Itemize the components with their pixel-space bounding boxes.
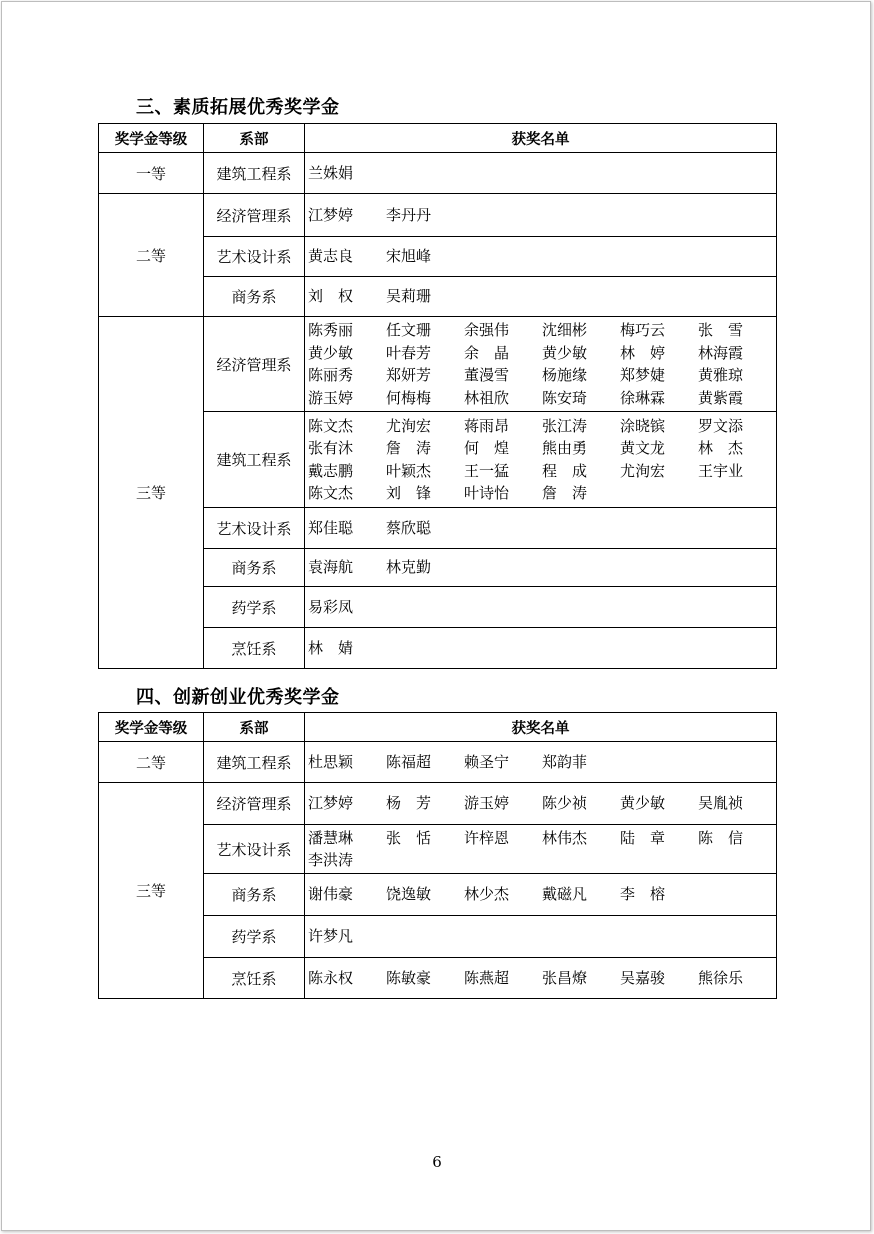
header-names: 获奖名单: [305, 713, 777, 742]
department: 商务系: [204, 549, 305, 587]
winner-name: 黄少敏: [308, 343, 354, 362]
name-grid: [308, 245, 772, 268]
name-grid: [308, 967, 772, 990]
winner-name: 许梦凡: [308, 927, 354, 946]
winner-name: 尤洵宏: [620, 461, 666, 480]
winner-name: 林克勤: [386, 558, 432, 577]
section-title-quality: 三、素质拓展优秀奖学金: [136, 97, 340, 118]
name-grid: [308, 285, 772, 308]
name-grid: [308, 883, 772, 906]
department: 经济管理系: [204, 194, 305, 237]
winner-name: 任文珊: [386, 321, 432, 339]
winner-name: 易彩凤: [308, 597, 354, 616]
winner-name: 黄雅琼: [698, 366, 744, 384]
winner-list: [305, 412, 777, 508]
name-grid: [308, 596, 772, 619]
winner-name: 陈 信: [698, 828, 744, 847]
department: 药学系: [204, 916, 305, 958]
winner-name: 叶诗怡: [464, 484, 510, 502]
winner-name: 郑韵菲: [542, 752, 588, 771]
table-row: [99, 742, 777, 783]
winner-name: 许梓恩: [464, 828, 510, 847]
section-title-innovation: 四、创新创业优秀奖学金: [136, 687, 340, 708]
winner-name: 张 雪: [698, 321, 744, 339]
name-grid: [308, 556, 772, 579]
department: 艺术设计系: [204, 825, 305, 874]
winner-name: 戴磁凡: [542, 885, 588, 904]
winner-name: 吴嘉骏: [620, 968, 666, 987]
winner-name: 陈文杰: [308, 484, 354, 502]
department: 经济管理系: [204, 783, 305, 825]
department: 烹饪系: [204, 628, 305, 669]
header-dept: 系部: [204, 713, 305, 742]
winner-list: [305, 628, 777, 669]
table-row: [99, 153, 777, 194]
winner-list: [305, 549, 777, 587]
name-grid: [308, 827, 772, 872]
winner-name: 梅巧云: [620, 321, 666, 339]
winner-name: 黄文龙: [620, 439, 666, 457]
winner-name: 江梦婷: [308, 794, 354, 813]
winner-name: 游玉婷: [308, 388, 354, 407]
winner-name: 陈文杰: [308, 416, 354, 435]
winner-name: 余强伟: [464, 321, 510, 339]
name-grid: [308, 162, 772, 185]
name-grid: [308, 925, 772, 948]
winner-list: [305, 277, 777, 317]
department: 药学系: [204, 587, 305, 628]
table-quality-scholarship: [98, 123, 777, 669]
department: 商务系: [204, 874, 305, 916]
winner-name: 杨施缘: [542, 366, 588, 384]
winner-name: 刘 锋: [386, 484, 432, 502]
winner-name: 林 婷: [620, 343, 666, 362]
winner-name: 潘慧琳: [308, 828, 354, 847]
name-grid: [308, 319, 772, 409]
winner-name: 张 恬: [386, 828, 432, 847]
winner-name: 陈丽秀: [308, 366, 354, 384]
department: 建筑工程系: [204, 153, 305, 194]
table-row: [99, 783, 777, 825]
award-level: 二等: [99, 194, 204, 317]
winner-name: 陈福超: [386, 752, 432, 771]
winner-name: 郑梦婕: [620, 366, 666, 384]
winner-name: 黄少敏: [542, 343, 588, 362]
winner-name: 程 成: [542, 461, 588, 480]
winner-name: 陈燕超: [464, 968, 510, 987]
winner-name: 宋旭峰: [386, 247, 432, 266]
winner-name: 吴莉珊: [386, 287, 432, 306]
winner-list: [305, 508, 777, 549]
department: 经济管理系: [204, 317, 305, 412]
winner-name: 袁海航: [308, 558, 354, 577]
winner-name: 黄少敏: [620, 794, 666, 813]
winner-name: 詹 涛: [386, 439, 432, 457]
winner-name: 张有沐: [308, 439, 354, 457]
winner-name: 黄志良: [308, 247, 354, 266]
winner-name: 陈永权: [308, 968, 354, 987]
name-grid: [308, 517, 772, 540]
header-names: 获奖名单: [305, 124, 777, 153]
department: 建筑工程系: [204, 412, 305, 508]
winner-name: 林伟杰: [542, 828, 588, 847]
name-grid: [308, 792, 772, 815]
winner-list: [305, 317, 777, 412]
award-level: 一等: [99, 153, 204, 194]
winner-name: 吴胤祯: [698, 794, 744, 813]
winner-name: 叶春芳: [386, 343, 432, 362]
header-row: [99, 124, 777, 153]
winner-name: 江梦婷: [308, 205, 354, 224]
winner-name: 蔡欣聪: [386, 518, 432, 537]
winner-name: 王宇业: [698, 461, 744, 480]
award-level: 三等: [99, 783, 204, 999]
winner-name: 董漫雪: [464, 366, 510, 384]
winner-name: 林祖欣: [464, 388, 510, 407]
winner-name: 林海霞: [698, 343, 744, 362]
winner-name: 饶逸敏: [386, 885, 432, 904]
winner-list: [305, 742, 777, 783]
winner-name: 陈少祯: [542, 794, 588, 813]
winner-name: 杜思颖: [308, 752, 354, 771]
winner-list: [305, 874, 777, 916]
winner-name: 蒋雨昂: [464, 416, 510, 435]
winner-name: 黄紫霞: [698, 388, 744, 407]
winner-name: 王一猛: [464, 461, 510, 480]
winner-name: 郑妍芳: [386, 366, 432, 384]
table-row: [99, 194, 777, 237]
winner-list: [305, 237, 777, 277]
header-level: 奖学金等级: [99, 713, 204, 742]
winner-name: 游玉婷: [464, 794, 510, 813]
department: 商务系: [204, 277, 305, 317]
name-grid: [308, 204, 772, 227]
department: 艺术设计系: [204, 237, 305, 277]
winner-list: [305, 916, 777, 958]
winner-list: [305, 587, 777, 628]
award-level: 二等: [99, 742, 204, 783]
winner-name: 李 榕: [620, 885, 666, 904]
winner-name: 詹 涛: [542, 484, 588, 502]
name-grid: [308, 751, 772, 774]
header-level: 奖学金等级: [99, 124, 204, 153]
winner-name: 尤洵宏: [386, 416, 432, 435]
table-row: [99, 317, 777, 412]
page-number: 6: [432, 1153, 442, 1171]
winner-name: 余 晶: [464, 343, 510, 362]
winner-name: 刘 权: [308, 287, 354, 306]
winner-name: 李丹丹: [386, 205, 432, 224]
winner-name: 沈细彬: [542, 321, 588, 339]
department: 建筑工程系: [204, 742, 305, 783]
winner-name: 陈敏豪: [386, 968, 432, 987]
winner-name: 林少杰: [464, 885, 510, 904]
name-grid: [308, 637, 772, 660]
winner-name: 谢伟豪: [308, 885, 354, 904]
winner-name: 戴志鹏: [308, 461, 354, 480]
table-innovation-scholarship: [98, 712, 777, 999]
winner-name: 徐琳霖: [620, 388, 666, 407]
department: 烹饪系: [204, 958, 305, 999]
winner-name: 兰姝娟: [308, 163, 354, 182]
winner-name: 涂晓镔: [620, 416, 666, 435]
winner-name: 陈秀丽: [308, 321, 354, 339]
winner-name: 叶颖杰: [386, 461, 432, 480]
winner-name: 杨 芳: [386, 794, 432, 813]
department: 艺术设计系: [204, 508, 305, 549]
winner-name: 郑佳聪: [308, 518, 354, 537]
winner-list: [305, 194, 777, 237]
winner-name: 何梅梅: [386, 388, 432, 407]
winner-name: 熊由勇: [542, 439, 588, 457]
header-row: [99, 713, 777, 742]
winner-name: 熊徐乐: [698, 968, 744, 987]
winner-name: 林 杰: [698, 439, 744, 457]
award-level: 三等: [99, 317, 204, 669]
winner-list: [305, 958, 777, 999]
winner-list: [305, 783, 777, 825]
winner-list: [305, 825, 777, 874]
name-grid: [308, 415, 772, 505]
winner-name: 张江涛: [542, 416, 588, 435]
winner-name: 李洪涛: [308, 851, 354, 869]
winner-name: 陈安琦: [542, 388, 588, 407]
winner-name: 赖圣宁: [464, 752, 510, 771]
header-dept: 系部: [204, 124, 305, 153]
winner-name: 陆 章: [620, 828, 666, 847]
winner-name: 罗文添: [698, 416, 744, 435]
winner-name: 何 煌: [464, 439, 510, 457]
winner-name: 张昌燎: [542, 968, 588, 987]
winner-list: [305, 153, 777, 194]
winner-name: 林 婧: [308, 638, 354, 657]
